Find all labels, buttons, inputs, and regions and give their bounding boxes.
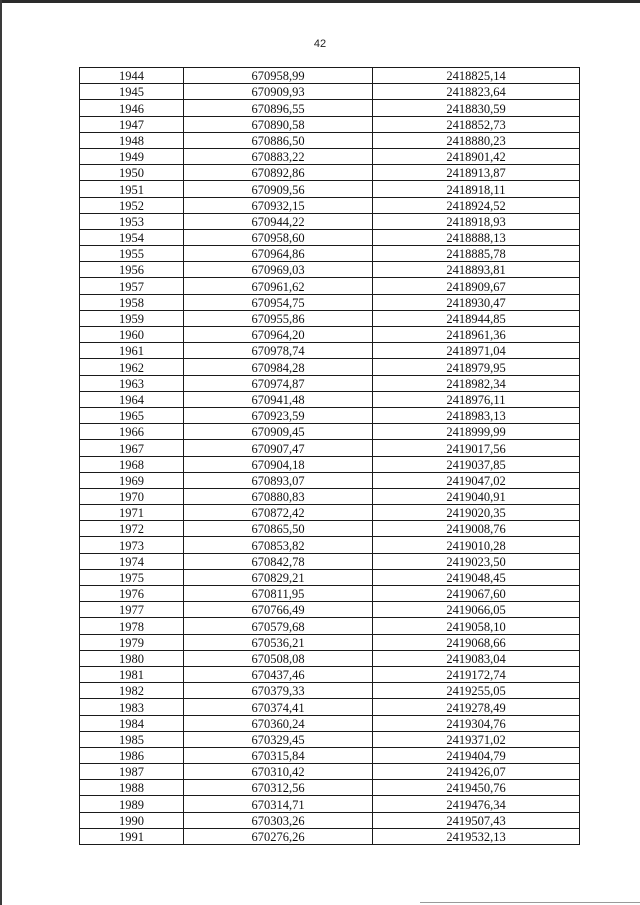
x-coordinate-cell: 670437,46 <box>184 666 373 682</box>
point-number-cell: 1977 <box>80 602 184 618</box>
table-row <box>80 310 580 326</box>
table-row <box>80 262 580 278</box>
point-number-cell: 1983 <box>80 699 184 715</box>
point-number-cell: 1988 <box>80 780 184 796</box>
point-number-cell: 1946 <box>80 100 184 116</box>
table-row <box>80 327 580 343</box>
y-coordinate-cell: 2418880,23 <box>373 132 580 148</box>
table-row <box>80 586 580 602</box>
x-coordinate-cell: 670890,58 <box>184 116 373 132</box>
y-coordinate-cell: 2418918,11 <box>373 181 580 197</box>
point-number-cell: 1954 <box>80 229 184 245</box>
table-row <box>80 828 580 844</box>
table-row <box>80 731 580 747</box>
table-row <box>80 116 580 132</box>
table-row <box>80 569 580 585</box>
point-number-cell: 1967 <box>80 440 184 456</box>
scan-edge-bottom <box>420 902 640 903</box>
x-coordinate-cell: 670984,28 <box>184 359 373 375</box>
y-coordinate-cell: 2418909,67 <box>373 278 580 294</box>
y-coordinate-cell: 2419047,02 <box>373 472 580 488</box>
table-row <box>80 796 580 812</box>
x-coordinate-cell: 670907,47 <box>184 440 373 456</box>
y-coordinate-cell: 2418930,47 <box>373 294 580 310</box>
x-coordinate-cell: 670579,68 <box>184 618 373 634</box>
table-row <box>80 100 580 116</box>
table-row <box>80 197 580 213</box>
y-coordinate-cell: 2418852,73 <box>373 116 580 132</box>
x-coordinate-cell: 670909,56 <box>184 181 373 197</box>
x-coordinate-cell: 670276,26 <box>184 828 373 844</box>
point-number-cell: 1959 <box>80 310 184 326</box>
point-number-cell: 1969 <box>80 472 184 488</box>
table-row <box>80 375 580 391</box>
x-coordinate-cell: 670958,60 <box>184 229 373 245</box>
scan-edge-left <box>0 0 2 905</box>
x-coordinate-cell: 670909,93 <box>184 84 373 100</box>
scan-edge-top <box>0 0 640 3</box>
table-row <box>80 780 580 796</box>
y-coordinate-cell: 2419058,10 <box>373 618 580 634</box>
y-coordinate-cell: 2418971,04 <box>373 343 580 359</box>
point-number-cell: 1965 <box>80 407 184 423</box>
table-row <box>80 764 580 780</box>
x-coordinate-cell: 670536,21 <box>184 634 373 650</box>
x-coordinate-cell: 670315,84 <box>184 747 373 763</box>
x-coordinate-cell: 670329,45 <box>184 731 373 747</box>
point-number-cell: 1982 <box>80 683 184 699</box>
point-number-cell: 1951 <box>80 181 184 197</box>
point-number-cell: 1966 <box>80 424 184 440</box>
y-coordinate-cell: 2419532,13 <box>373 828 580 844</box>
table-row <box>80 68 580 84</box>
y-coordinate-cell: 2419066,05 <box>373 602 580 618</box>
table-row <box>80 812 580 828</box>
y-coordinate-cell: 2418918,93 <box>373 213 580 229</box>
table-row <box>80 213 580 229</box>
table-row <box>80 456 580 472</box>
point-number-cell: 1961 <box>80 343 184 359</box>
y-coordinate-cell: 2418976,11 <box>373 391 580 407</box>
y-coordinate-cell: 2419023,50 <box>373 553 580 569</box>
x-coordinate-cell: 670961,62 <box>184 278 373 294</box>
table-row <box>80 229 580 245</box>
y-coordinate-cell: 2419172,74 <box>373 666 580 682</box>
table-row <box>80 148 580 164</box>
y-coordinate-cell: 2418888,13 <box>373 229 580 245</box>
point-number-cell: 1964 <box>80 391 184 407</box>
y-coordinate-cell: 2419037,85 <box>373 456 580 472</box>
y-coordinate-cell: 2418983,13 <box>373 407 580 423</box>
y-coordinate-cell: 2418944,85 <box>373 310 580 326</box>
y-coordinate-cell: 2418999,99 <box>373 424 580 440</box>
table-row <box>80 666 580 682</box>
x-coordinate-cell: 670941,48 <box>184 391 373 407</box>
x-coordinate-cell: 670964,86 <box>184 246 373 262</box>
point-number-cell: 1985 <box>80 731 184 747</box>
point-number-cell: 1968 <box>80 456 184 472</box>
coordinates-table-body <box>80 68 580 845</box>
x-coordinate-cell: 670893,07 <box>184 472 373 488</box>
x-coordinate-cell: 670842,78 <box>184 553 373 569</box>
x-coordinate-cell: 670886,50 <box>184 132 373 148</box>
x-coordinate-cell: 670766,49 <box>184 602 373 618</box>
y-coordinate-cell: 2419426,07 <box>373 764 580 780</box>
y-coordinate-cell: 2419048,45 <box>373 569 580 585</box>
y-coordinate-cell: 2418825,14 <box>373 68 580 84</box>
table-row <box>80 440 580 456</box>
table-row <box>80 488 580 504</box>
table-row <box>80 715 580 731</box>
y-coordinate-cell: 2419450,76 <box>373 780 580 796</box>
y-coordinate-cell: 2418982,34 <box>373 375 580 391</box>
point-number-cell: 1975 <box>80 569 184 585</box>
x-coordinate-cell: 670969,03 <box>184 262 373 278</box>
y-coordinate-cell: 2418893,81 <box>373 262 580 278</box>
table-row <box>80 521 580 537</box>
point-number-cell: 1955 <box>80 246 184 262</box>
x-coordinate-cell: 670314,71 <box>184 796 373 812</box>
y-coordinate-cell: 2419304,76 <box>373 715 580 731</box>
point-number-cell: 1984 <box>80 715 184 731</box>
x-coordinate-cell: 670955,86 <box>184 310 373 326</box>
point-number-cell: 1987 <box>80 764 184 780</box>
table-row <box>80 634 580 650</box>
point-number-cell: 1991 <box>80 828 184 844</box>
point-number-cell: 1948 <box>80 132 184 148</box>
y-coordinate-cell: 2418830,59 <box>373 100 580 116</box>
table-row <box>80 602 580 618</box>
x-coordinate-cell: 670944,22 <box>184 213 373 229</box>
x-coordinate-cell: 670978,74 <box>184 343 373 359</box>
table-row <box>80 294 580 310</box>
point-number-cell: 1949 <box>80 148 184 164</box>
table-row <box>80 618 580 634</box>
x-coordinate-cell: 670811,95 <box>184 586 373 602</box>
table-row <box>80 699 580 715</box>
x-coordinate-cell: 670374,41 <box>184 699 373 715</box>
point-number-cell: 1962 <box>80 359 184 375</box>
point-number-cell: 1945 <box>80 84 184 100</box>
x-coordinate-cell: 670932,15 <box>184 197 373 213</box>
x-coordinate-cell: 670923,59 <box>184 407 373 423</box>
table-row <box>80 181 580 197</box>
table-row <box>80 246 580 262</box>
point-number-cell: 1986 <box>80 747 184 763</box>
y-coordinate-cell: 2418913,87 <box>373 165 580 181</box>
table-row <box>80 132 580 148</box>
page-number: 42 <box>313 38 327 50</box>
point-number-cell: 1974 <box>80 553 184 569</box>
table-row <box>80 278 580 294</box>
point-number-cell: 1989 <box>80 796 184 812</box>
y-coordinate-cell: 2418961,36 <box>373 327 580 343</box>
x-coordinate-cell: 670379,33 <box>184 683 373 699</box>
table-row <box>80 505 580 521</box>
x-coordinate-cell: 670508,08 <box>184 650 373 666</box>
table-row <box>80 165 580 181</box>
table-row <box>80 553 580 569</box>
y-coordinate-cell: 2419017,56 <box>373 440 580 456</box>
table-row <box>80 407 580 423</box>
point-number-cell: 1979 <box>80 634 184 650</box>
point-number-cell: 1963 <box>80 375 184 391</box>
table-row <box>80 747 580 763</box>
x-coordinate-cell: 670964,20 <box>184 327 373 343</box>
x-coordinate-cell: 670360,24 <box>184 715 373 731</box>
y-coordinate-cell: 2419404,79 <box>373 747 580 763</box>
x-coordinate-cell: 670880,83 <box>184 488 373 504</box>
point-number-cell: 1976 <box>80 586 184 602</box>
point-number-cell: 1947 <box>80 116 184 132</box>
table-row <box>80 537 580 553</box>
point-number-cell: 1972 <box>80 521 184 537</box>
x-coordinate-cell: 670312,56 <box>184 780 373 796</box>
y-coordinate-cell: 2419010,28 <box>373 537 580 553</box>
x-coordinate-cell: 670865,50 <box>184 521 373 537</box>
y-coordinate-cell: 2418885,78 <box>373 246 580 262</box>
point-number-cell: 1971 <box>80 505 184 521</box>
point-number-cell: 1960 <box>80 327 184 343</box>
point-number-cell: 1980 <box>80 650 184 666</box>
y-coordinate-cell: 2419040,91 <box>373 488 580 504</box>
point-number-cell: 1978 <box>80 618 184 634</box>
point-number-cell: 1956 <box>80 262 184 278</box>
x-coordinate-cell: 670829,21 <box>184 569 373 585</box>
point-number-cell: 1958 <box>80 294 184 310</box>
x-coordinate-cell: 670872,42 <box>184 505 373 521</box>
y-coordinate-cell: 2418924,52 <box>373 197 580 213</box>
x-coordinate-cell: 670904,18 <box>184 456 373 472</box>
point-number-cell: 1981 <box>80 666 184 682</box>
x-coordinate-cell: 670958,99 <box>184 68 373 84</box>
x-coordinate-cell: 670974,87 <box>184 375 373 391</box>
y-coordinate-cell: 2419067,60 <box>373 586 580 602</box>
point-number-cell: 1952 <box>80 197 184 213</box>
y-coordinate-cell: 2419371,02 <box>373 731 580 747</box>
y-coordinate-cell: 2419476,34 <box>373 796 580 812</box>
point-number-cell: 1953 <box>80 213 184 229</box>
y-coordinate-cell: 2419083,04 <box>373 650 580 666</box>
x-coordinate-cell: 670896,55 <box>184 100 373 116</box>
point-number-cell: 1944 <box>80 68 184 84</box>
coordinates-table <box>79 67 580 845</box>
x-coordinate-cell: 670892,86 <box>184 165 373 181</box>
point-number-cell: 1973 <box>80 537 184 553</box>
y-coordinate-cell: 2418979,95 <box>373 359 580 375</box>
y-coordinate-cell: 2419068,66 <box>373 634 580 650</box>
table-row <box>80 683 580 699</box>
y-coordinate-cell: 2419255,05 <box>373 683 580 699</box>
x-coordinate-cell: 670954,75 <box>184 294 373 310</box>
point-number-cell: 1950 <box>80 165 184 181</box>
point-number-cell: 1990 <box>80 812 184 828</box>
table-row <box>80 650 580 666</box>
table-row <box>80 359 580 375</box>
y-coordinate-cell: 2418901,42 <box>373 148 580 164</box>
table-row <box>80 424 580 440</box>
y-coordinate-cell: 2419008,76 <box>373 521 580 537</box>
y-coordinate-cell: 2418823,64 <box>373 84 580 100</box>
table-row <box>80 391 580 407</box>
table-row <box>80 84 580 100</box>
x-coordinate-cell: 670909,45 <box>184 424 373 440</box>
x-coordinate-cell: 670853,82 <box>184 537 373 553</box>
y-coordinate-cell: 2419278,49 <box>373 699 580 715</box>
table-row <box>80 472 580 488</box>
x-coordinate-cell: 670883,22 <box>184 148 373 164</box>
y-coordinate-cell: 2419020,35 <box>373 505 580 521</box>
point-number-cell: 1970 <box>80 488 184 504</box>
point-number-cell: 1957 <box>80 278 184 294</box>
y-coordinate-cell: 2419507,43 <box>373 812 580 828</box>
x-coordinate-cell: 670303,26 <box>184 812 373 828</box>
table-row <box>80 343 580 359</box>
x-coordinate-cell: 670310,42 <box>184 764 373 780</box>
